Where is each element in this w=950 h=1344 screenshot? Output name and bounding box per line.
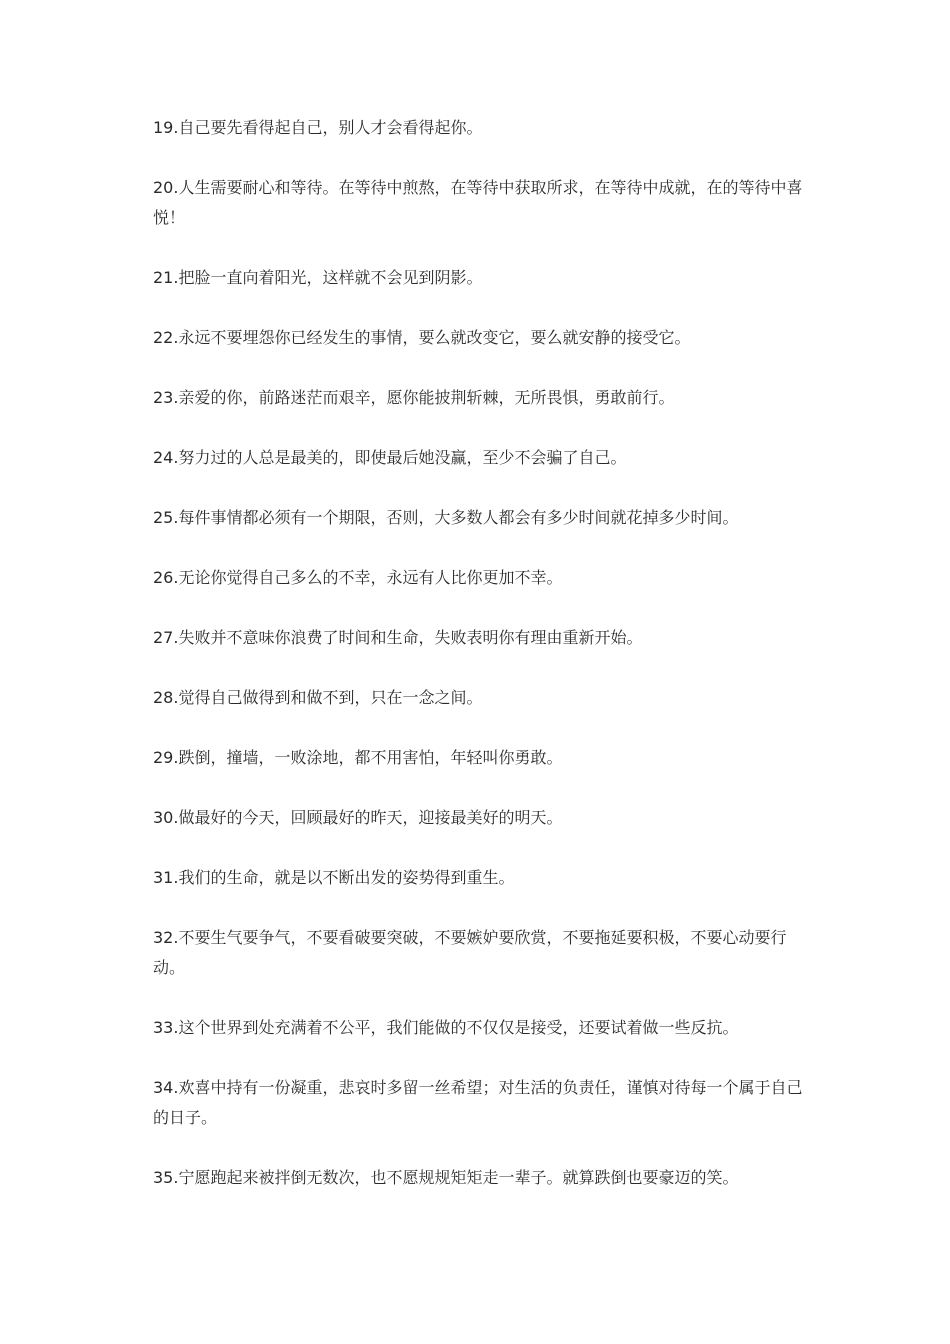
quote-paragraph: 21.把脸一直向着阳光，这样就不会见到阴影。 <box>153 268 483 287</box>
quote-paragraph: 26.无论你觉得自己多么的不幸，永远有人比你更加不幸。 <box>153 568 563 587</box>
quote-paragraph: 33.这个世界到处充满着不公平，我们能做的不仅仅是接受，还要试着做一些反抗。 <box>153 1018 739 1037</box>
quote-paragraph: 35.宁愿跑起来被拌倒无数次，也不愿规规矩矩走一辈子。就算跌倒也要豪迈的笑。 <box>153 1168 739 1187</box>
quote-paragraph: 23.亲爱的你，前路迷茫而艰辛，愿你能披荆斩棘，无所畏惧，勇敢前行。 <box>153 388 675 407</box>
quote-paragraph: 24.努力过的人总是最美的，即使最后她没赢，至少不会骗了自己。 <box>153 448 627 467</box>
quote-paragraph: 34.欢喜中持有一份凝重，悲哀时多留一丝希望；对生活的负责任，谨慎对待每一个属于自己的日子。 <box>153 1078 803 1127</box>
quote-paragraph: 32.不要生气要争气，不要看破要突破，不要嫉妒要欣赏，不要拖延要积极，不要心动要行动。 <box>153 928 787 977</box>
quote-paragraph: 25.每件事情都必须有一个期限，否则，大多数人都会有多少时间就花掉多少时间。 <box>153 508 739 527</box>
quote-list <box>153 113 803 1223</box>
quote-paragraph: 27.失败并不意味你浪费了时间和生命，失败表明你有理由重新开始。 <box>153 628 643 647</box>
quote-paragraph: 22.永远不要埋怨你已经发生的事情，要么就改变它，要么就安静的接受它。 <box>153 328 691 347</box>
quote-paragraph: 29.跌倒，撞墙，一败涂地，都不用害怕，年轻叫你勇敢。 <box>153 748 563 767</box>
quote-paragraph: 30.做最好的今天，回顾最好的昨天，迎接最美好的明天。 <box>153 808 563 827</box>
quote-paragraph: 28.觉得自己做得到和做不到，只在一念之间。 <box>153 688 483 707</box>
quote-paragraph: 31.我们的生命，就是以不断出发的姿势得到重生。 <box>153 868 515 887</box>
quote-paragraph: 19.自己要先看得起自己，别人才会看得起你。 <box>153 118 483 137</box>
quote-paragraph: 20.人生需要耐心和等待。在等待中煎熬，在等待中获取所求，在等待中成就，在的等待中喜悦！ <box>153 178 803 227</box>
